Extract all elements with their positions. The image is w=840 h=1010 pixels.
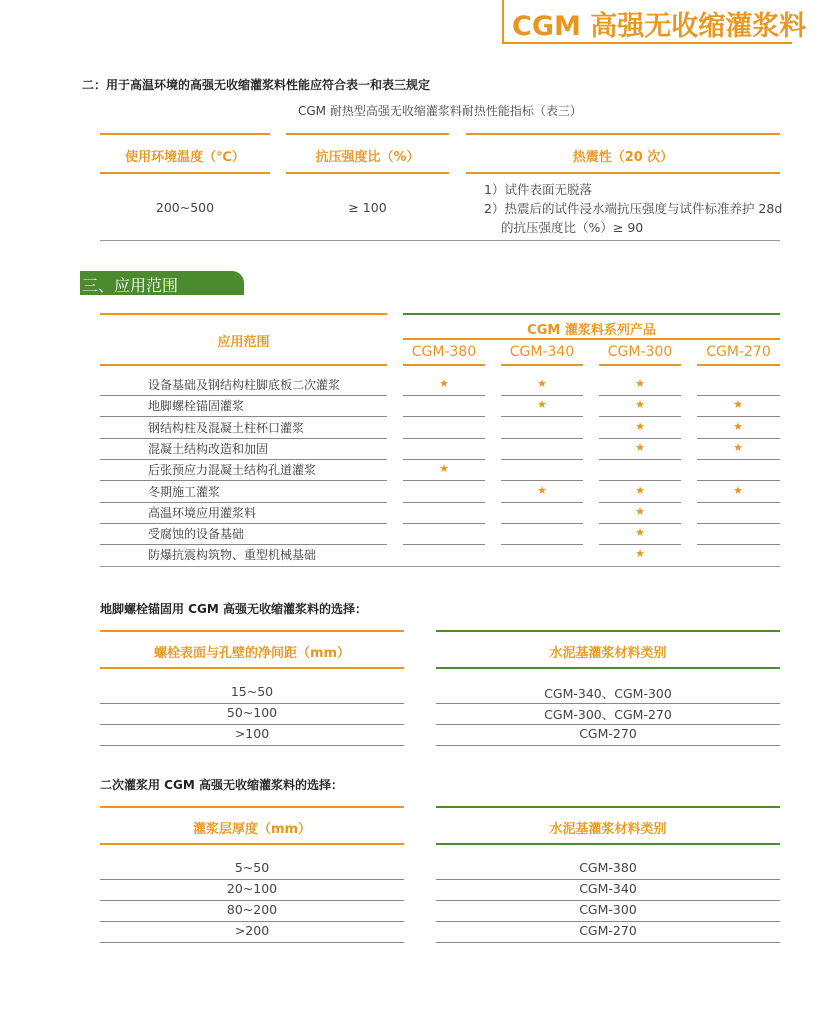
table3-shock-line1: 1）试件表面无脱落	[484, 182, 592, 197]
row-divider	[599, 438, 681, 439]
selection-cell-range: 15~50	[230, 684, 274, 699]
selection-cell-range: 50~100	[226, 705, 278, 720]
row-divider	[599, 523, 681, 524]
star-icon: ★	[733, 483, 743, 497]
product-header-cgm340: CGM-340	[509, 344, 575, 360]
application-row-label: 地脚螺栓锚固灌浆	[148, 399, 245, 414]
row-divider	[436, 703, 780, 704]
row-divider	[436, 745, 780, 746]
row-divider	[501, 502, 583, 503]
row-divider	[403, 544, 485, 545]
selection-cell-range: >200	[234, 923, 270, 938]
app-table-rule	[403, 338, 780, 340]
table3-ratio-value: ≥ 100	[348, 200, 387, 215]
row-divider	[436, 900, 780, 901]
row-divider	[697, 395, 780, 396]
row-divider	[100, 502, 387, 503]
app-table-rule	[403, 364, 485, 366]
row-divider	[100, 438, 387, 439]
app-table-rule	[100, 364, 387, 366]
table3-temp-value: 200~500	[155, 200, 215, 215]
row-divider	[100, 480, 387, 481]
row-divider	[697, 523, 780, 524]
selection-cell-material: CGM-380	[579, 860, 637, 875]
app-table-rule	[599, 364, 681, 366]
row-divider	[100, 879, 404, 880]
star-icon: ★	[635, 547, 645, 561]
anchor-table-rule	[100, 630, 404, 632]
row-divider	[501, 544, 583, 545]
anchor-col-gap: 螺栓表面与孔壁的净间距（mm）	[153, 646, 351, 661]
anchor-table-rule	[100, 667, 404, 669]
row-divider	[501, 523, 583, 524]
table3-caption: CGM 耐热型高强无收缩灌浆料耐热性能指标（表三）	[298, 104, 582, 118]
row-divider	[501, 438, 583, 439]
page-title: CGM 高强无收缩灌浆料	[512, 11, 807, 42]
selection-cell-range: >100	[234, 726, 270, 741]
selection-cell-material: CGM-340	[579, 881, 637, 896]
secondary-table-rule	[100, 843, 404, 845]
app-table-rule	[501, 364, 583, 366]
application-row-label: 冬期施工灌浆	[148, 484, 221, 499]
table3-shock-line2: 2）热震后的试件浸水端抗压强度与试件标准养护 28d	[484, 201, 783, 216]
app-table-bottom-rule	[100, 566, 780, 567]
app-series-header: CGM 灌浆料系列产品	[527, 323, 656, 338]
application-row-label: 设备基础及钢结构柱脚底板二次灌浆	[148, 378, 341, 392]
row-divider	[436, 879, 780, 880]
row-divider	[599, 502, 681, 503]
star-icon: ★	[439, 377, 449, 390]
row-divider	[100, 416, 387, 417]
row-divider	[403, 438, 485, 439]
row-divider	[697, 438, 780, 439]
row-divider	[100, 459, 387, 460]
row-divider	[697, 459, 780, 460]
selection-cell-range: 5~50	[234, 860, 270, 875]
row-divider	[697, 544, 780, 545]
selection-cell-range: 20~100	[226, 881, 278, 896]
row-divider	[599, 395, 681, 396]
table3-bottom-rule	[100, 240, 780, 241]
row-divider	[501, 459, 583, 460]
row-divider	[501, 395, 583, 396]
row-divider	[100, 724, 404, 725]
table3-rule	[466, 133, 780, 135]
product-header-cgm380: CGM-380	[411, 344, 477, 360]
row-divider	[599, 480, 681, 481]
star-icon: ★	[635, 504, 645, 518]
selection-cell-material: CGM-340、CGM-300	[544, 686, 672, 701]
table3-rule	[286, 172, 449, 174]
app-table-rule	[697, 364, 780, 366]
row-divider	[436, 942, 780, 943]
row-divider	[100, 900, 404, 901]
secondary-col-material: 水泥基灌浆材料类别	[549, 822, 667, 837]
application-row-label: 高温环境应用灌浆料	[148, 505, 257, 520]
secondary-col-thickness: 灌浆层厚度（mm）	[192, 822, 312, 837]
row-divider	[100, 942, 404, 943]
application-row-label: 受腐蚀的设备基础	[148, 527, 245, 542]
row-divider	[403, 523, 485, 524]
row-divider	[599, 459, 681, 460]
row-divider	[501, 480, 583, 481]
application-row-label: 防爆抗震构筑物、重型机械基础	[148, 548, 317, 563]
star-icon: ★	[537, 377, 547, 390]
row-divider	[599, 544, 681, 545]
secondary-table-rule	[436, 806, 780, 808]
app-table-rule	[403, 313, 780, 315]
secondary-selection-heading: 二次灌浆用 CGM 高强无收缩灌浆料的选择：	[100, 778, 343, 792]
star-icon: ★	[635, 419, 645, 433]
row-divider	[100, 703, 404, 704]
star-icon: ★	[733, 419, 743, 433]
application-row-label: 后张预应力混凝土结构孔道灌浆	[148, 463, 317, 478]
application-row-label: 钢结构柱及混凝土柱杯口灌浆	[148, 420, 305, 435]
secondary-table-rule	[436, 843, 780, 845]
star-icon: ★	[635, 377, 645, 390]
selection-cell-material: CGM-270	[579, 923, 637, 938]
anchor-table-rule	[436, 630, 780, 632]
secondary-table-rule	[100, 806, 404, 808]
selection-cell-range: 80~200	[226, 902, 278, 917]
row-divider	[403, 395, 485, 396]
row-divider	[697, 416, 780, 417]
row-divider	[501, 416, 583, 417]
row-divider	[697, 502, 780, 503]
row-divider	[100, 921, 404, 922]
row-divider	[436, 724, 780, 725]
row-divider	[599, 416, 681, 417]
anchor-selection-heading: 地脚螺栓锚固用 CGM 高强无收缩灌浆料的选择：	[100, 602, 367, 616]
table3-rule	[100, 172, 270, 174]
app-table-rule	[100, 313, 387, 315]
row-divider	[403, 416, 485, 417]
table3-rule	[100, 133, 270, 135]
table3-rule	[466, 172, 780, 174]
star-icon: ★	[635, 440, 645, 454]
row-divider	[403, 480, 485, 481]
anchor-table-rule	[436, 667, 780, 669]
table3-col-shock: 热震性（20 次）	[572, 150, 674, 165]
product-header-cgm270: CGM-270	[706, 344, 771, 360]
star-icon: ★	[537, 483, 547, 497]
app-scope-header: 应用范围	[217, 335, 270, 350]
row-divider	[100, 745, 404, 746]
table3-rule	[286, 133, 449, 135]
row-divider	[100, 395, 387, 396]
product-header-cgm300: CGM-300	[607, 344, 673, 360]
row-divider	[697, 480, 780, 481]
section3-label: 三、应用范围	[82, 276, 179, 295]
application-row-label: 混凝土结构改造和加固	[148, 441, 269, 456]
star-icon: ★	[537, 398, 547, 412]
star-icon: ★	[635, 398, 645, 412]
selection-cell-material: CGM-300	[579, 902, 637, 917]
table3-shock-line3: 的抗压强度比（%）≥ 90	[501, 220, 644, 235]
section2-heading: 二：用于高温环境的高强无收缩灌浆料性能应符合表一和表三规定	[82, 78, 431, 92]
row-divider	[403, 459, 485, 460]
row-divider	[100, 523, 387, 524]
star-icon: ★	[439, 462, 449, 476]
star-icon: ★	[733, 440, 743, 454]
table3-col-temp: 使用环境温度（℃）	[125, 150, 245, 165]
row-divider	[403, 502, 485, 503]
star-icon: ★	[733, 398, 743, 412]
selection-cell-material: CGM-270	[579, 726, 637, 741]
anchor-col-material: 水泥基灌浆材料类别	[549, 646, 667, 661]
table3-col-ratio: 抗压强度比（%）	[315, 150, 420, 165]
row-divider	[436, 921, 780, 922]
star-icon: ★	[635, 483, 645, 497]
selection-cell-material: CGM-300、CGM-270	[544, 707, 672, 722]
star-icon: ★	[635, 526, 645, 540]
row-divider	[100, 544, 387, 545]
